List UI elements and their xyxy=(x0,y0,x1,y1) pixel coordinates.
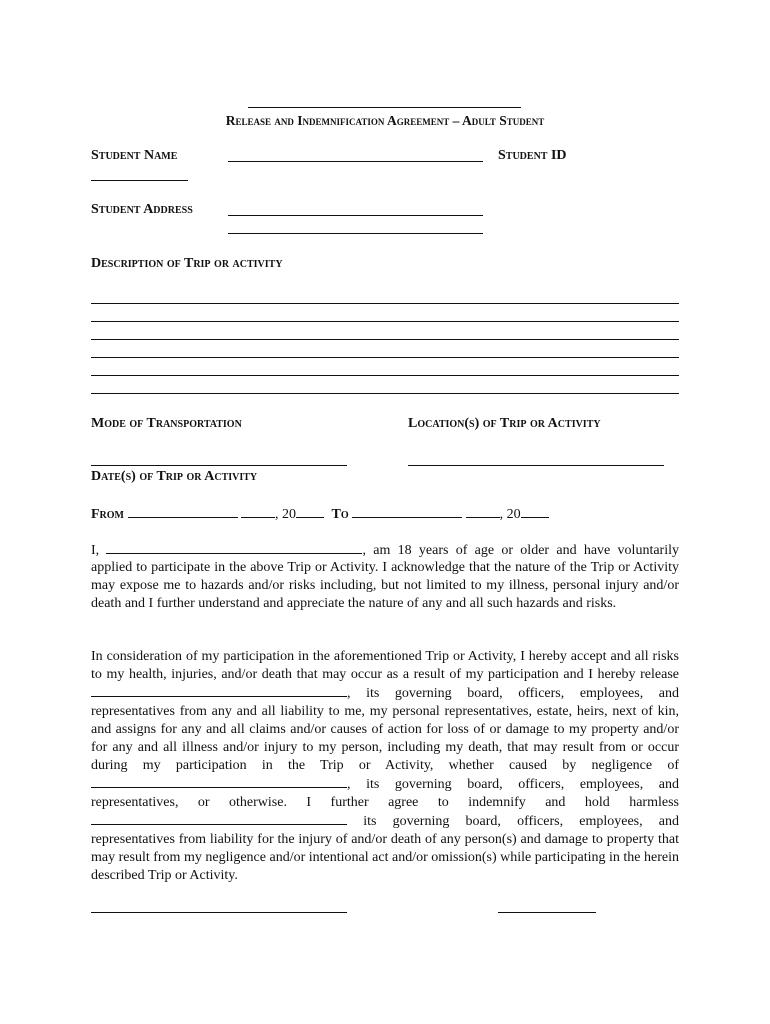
from-year-line[interactable] xyxy=(296,505,324,518)
paragraph-2-part-3: , its governing board, officers, employees, and representatives, or otherwise. I further agree to indemnify and hold harmless xyxy=(91,777,679,810)
from-day-line[interactable] xyxy=(241,505,275,518)
dates-label: Date(s) of Trip or Activity xyxy=(91,469,258,484)
to-year-line[interactable] xyxy=(521,505,549,518)
description-line-5[interactable] xyxy=(91,375,679,376)
description-line-4[interactable] xyxy=(91,357,679,358)
title-top-line xyxy=(248,107,521,108)
student-id-line[interactable] xyxy=(91,180,188,181)
to-date-line[interactable] xyxy=(352,505,462,518)
description-line-3[interactable] xyxy=(91,339,679,340)
student-name-label: Student Name xyxy=(91,148,178,163)
released-party-line-2[interactable] xyxy=(91,775,347,788)
locations-line[interactable] xyxy=(408,465,664,466)
signature-line[interactable] xyxy=(91,912,347,913)
from-date-line[interactable] xyxy=(128,505,238,518)
to-label: To xyxy=(331,507,349,522)
mode-of-transportation-line[interactable] xyxy=(91,465,347,466)
paragraph-2-part-1: In consideration of my participation in the aforementioned Trip or Activity, I hereby accept and all risks to my health, injuries, and/or death that may occur as a result of my participation and I hereby release xyxy=(91,649,679,682)
paragraph-1-line1-suffix: , am 18 years of age or older and have voluntarily xyxy=(362,543,679,558)
description-line-2[interactable] xyxy=(91,321,679,322)
student-id-label: Student ID xyxy=(498,148,567,163)
signature-date-line[interactable] xyxy=(498,912,596,913)
student-address-label: Student Address xyxy=(91,202,193,217)
indemnified-party-line[interactable] xyxy=(91,812,347,825)
paragraph-1-line-1 xyxy=(91,541,679,560)
description-line-1[interactable] xyxy=(91,303,679,304)
to-day-line[interactable] xyxy=(466,505,500,518)
paragraph-2-part-4: its governing board, officers, employees, and representatives from liability for the injury of and/or death of any person(s) and damage to property that may result from my negligence and/or intentional act and/or omission(s) while participating in the herein described Trip or Activity. xyxy=(91,814,680,883)
paragraph-1-rest: applied to participate in the above Trip or Activity. I acknowledge that the nature of the Trip or Activity may expose me to hazards and/or risks including, but not limited to my illness, personal injury and/or death and I further understand and appreciate the nature of any and all such hazards and risks. xyxy=(91,560,679,611)
mode-of-transportation-label: Mode of Transportation xyxy=(91,416,242,431)
paragraph-1-prefix: I, xyxy=(91,543,100,558)
participant-name-line[interactable] xyxy=(106,541,362,554)
document-title: Release and Indemnification Agreement – Adult Student xyxy=(225,113,545,128)
released-party-line-1[interactable] xyxy=(91,684,347,697)
from-year-prefix: , 20 xyxy=(275,507,296,522)
description-label: Description of Trip or activity xyxy=(91,256,283,271)
description-line-6[interactable] xyxy=(91,393,679,394)
student-name-line[interactable] xyxy=(228,161,483,162)
dates-row xyxy=(91,505,549,524)
student-address-line-1[interactable] xyxy=(228,215,483,216)
paragraph-2-part-2: , its governing board, officers, employees, and representatives from any and all liability to me, my personal representatives, estate, heirs, next of kin, and assigns for any and all claims and/or causes of action for loss of or damage to my property and/or for any and all illness and/or injury to my person, including my death, that may result from or occur during my participation in the Trip or Activity, whether caused by negligence of xyxy=(91,686,679,773)
locations-label: Location(s) of Trip or Activity xyxy=(408,416,601,431)
from-label: From xyxy=(91,507,124,522)
paragraph-2 xyxy=(91,648,679,885)
student-address-line-2[interactable] xyxy=(228,233,483,234)
to-year-prefix: , 20 xyxy=(499,507,521,522)
